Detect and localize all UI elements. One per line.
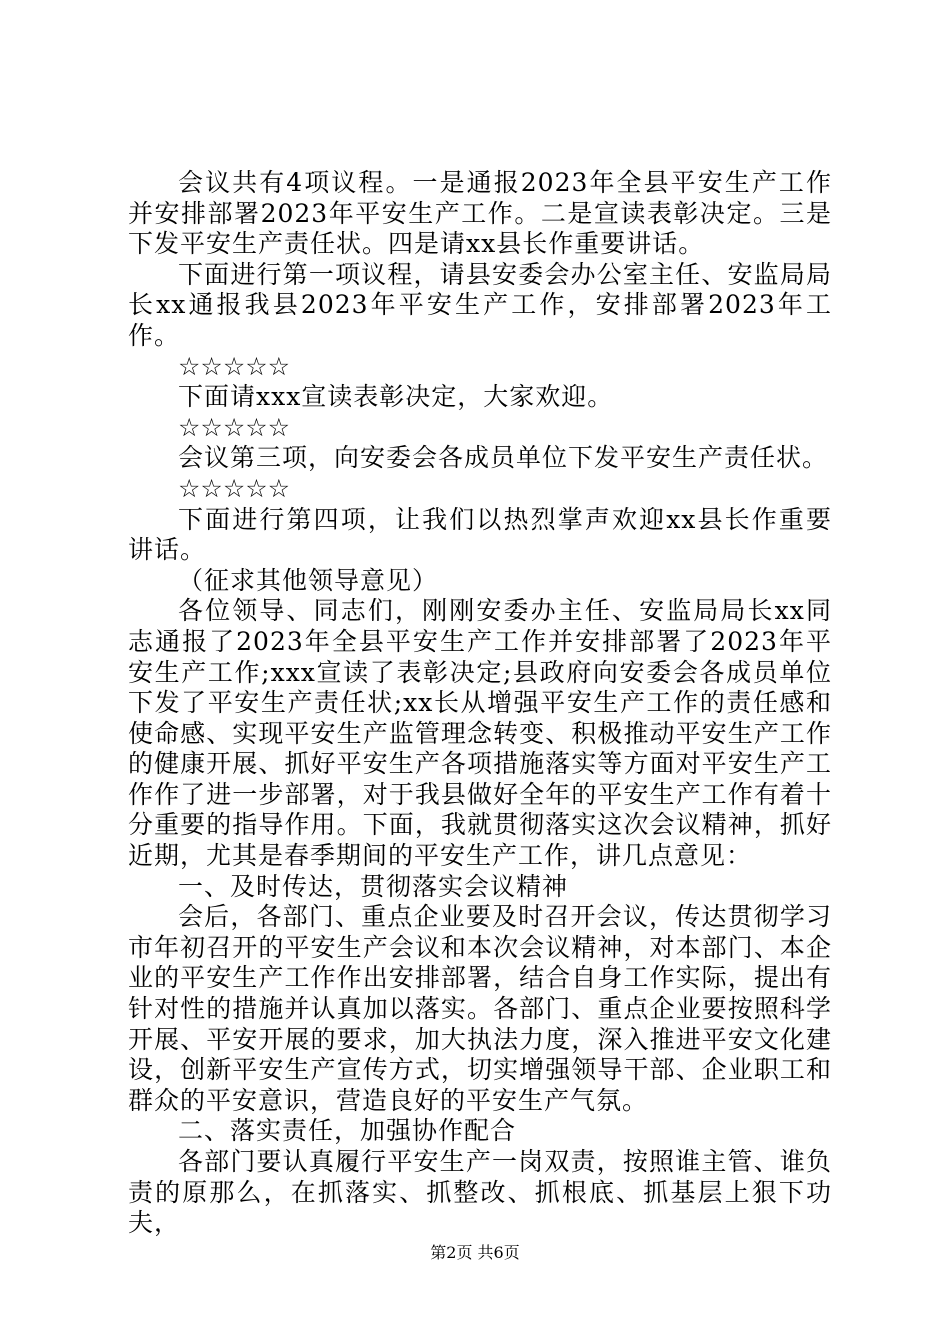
- paragraph-item-three: 会议第三项，向安委会各成员单位下发平安生产责任状。: [178, 443, 829, 473]
- paragraph-summary: 各位领导、同志们，刚刚安委办主任、安监局局长xx同志通报了2023年全县平安生产工作并安排部署了2023年平安生产工作;xxx宣读了表彰决定;县政府向安委会各成员单位下发了平安生产责任状;xx长从增强平安生产工作的责任感和使命感、实现平安生产监管理念转变、积极推动平安生产工作的健康开展、抓好平安生产各项措施落实等方面对平安生产工作作了进一步部署，对于我县做好全年的平安生产工作有着十分重要的指导作用。下面，我就贯彻落实这次会议精神，抓好近期，尤其是春季期间的平安生产工作，讲几点意见：: [128, 596, 832, 871]
- paragraph-item-one: 下面进行第一项议程，请县安委会办公室主任、安监局局长xx通报我县2023年平安生产工作，安排部署2023年工作。: [128, 259, 832, 350]
- paragraph-item-four: 下面进行第四项，让我们以热烈掌声欢迎xx县长作重要讲话。: [128, 504, 832, 565]
- section-heading-two: 二、落实责任，加强协作配合: [178, 1116, 517, 1146]
- paragraph-section-one: 会后，各部门、重点企业要及时召开会议，传达贯彻学习市年初召开的平安生产会议和本次会议精神，对本部门、本企业的平安生产工作作出安排部署，结合自身工作实际，提出有针对性的措施并认真加以落实。各部门、重点企业要按照科学开展、平安开展的要求，加大执法力度，深入推进平安文化建设，创新平安生产宣传方式，切实增强领导干部、企业职工和群众的平安意识，营造良好的平安生产气氛。: [128, 902, 832, 1115]
- paragraph-section-two: 各部门要认真履行平安生产一岗双责，按照谁主管、谁负责的原那么，在抓落实、抓整改、抓根底、抓基层上狠下功夫，: [128, 1147, 832, 1238]
- star-separator: ☆☆☆☆☆: [178, 351, 291, 381]
- page-footer: 第2页 共6页: [430, 1243, 520, 1262]
- star-separator: ☆☆☆☆☆: [178, 473, 291, 503]
- paragraph-item-two: 下面请xxx宣读表彰决定，大家欢迎。: [178, 382, 614, 412]
- paragraph-agenda: 会议共有4项议程。一是通报2023年全县平安生产工作并安排部署2023年平安生产工作。二是宣读表彰决定。三是下发平安生产责任状。四是请xx县长作重要讲话。: [128, 168, 832, 259]
- document-body: [128, 168, 832, 1239]
- section-heading-one: 一、及时传达，贯彻落实会议精神: [178, 871, 569, 901]
- paragraph-note: （征求其他领导意见）: [178, 565, 439, 595]
- star-separator: ☆☆☆☆☆: [178, 412, 291, 442]
